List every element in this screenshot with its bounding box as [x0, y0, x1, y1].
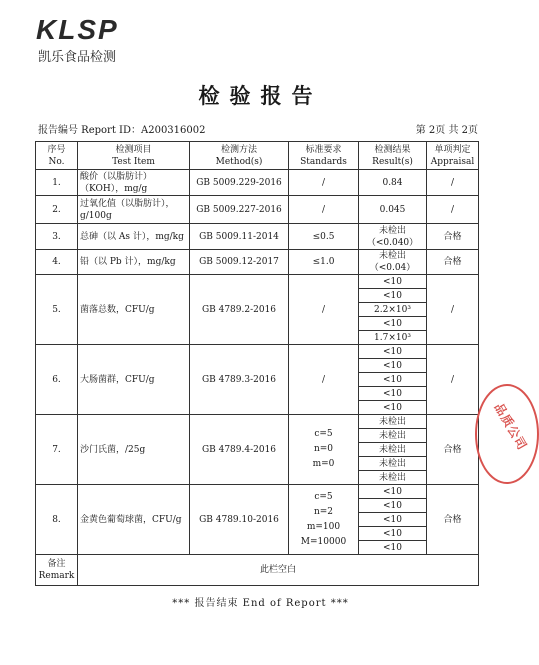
table-row	[36, 250, 479, 275]
remark-label: 备注 Remark	[36, 555, 78, 586]
header-standards: 标准要求 Standards	[289, 142, 359, 170]
row-standard: ≤1.0	[289, 250, 359, 275]
row-appraisal: 合格	[427, 485, 479, 555]
row-test-item: 酸价（以脂肪计）（KOH），mg/g	[78, 170, 190, 196]
row-no: 1.	[36, 170, 78, 196]
row-no: 5.	[36, 275, 78, 345]
row-method: GB 4789.3-2016	[190, 345, 289, 415]
table-row	[36, 196, 479, 224]
row-result: 未检出	[359, 457, 427, 471]
row-method: GB 5009.11-2014	[190, 224, 289, 250]
row-appraisal: /	[427, 196, 479, 224]
row-result: <10	[359, 485, 427, 499]
header-results: 检测结果 Result(s)	[359, 142, 427, 170]
row-no: 4.	[36, 250, 78, 275]
header-appraisal: 单项判定 Appraisal	[427, 142, 479, 170]
row-result: 0.045	[359, 196, 427, 224]
row-result: 未检出	[359, 471, 427, 485]
page-indicator: 第 2页 共 2页	[415, 125, 478, 136]
header-test-item: 检测项目 Test Item	[78, 142, 190, 170]
row-no: 8.	[36, 485, 78, 555]
row-no: 6.	[36, 345, 78, 415]
row-result: <10	[359, 359, 427, 373]
table-row	[36, 415, 479, 429]
row-no: 3.	[36, 224, 78, 250]
row-method: GB 5009.227-2016	[190, 196, 289, 224]
table-row	[36, 345, 479, 359]
row-method: GB 5009.12-2017	[190, 250, 289, 275]
row-test-item: 铅（以 Pb 计），mg/kg	[78, 250, 190, 275]
row-result: <10	[359, 527, 427, 541]
row-result: 未检出（<0.040）	[359, 224, 427, 250]
row-appraisal: 合格	[427, 224, 479, 250]
row-standard: c=5 n=0 m=0	[289, 415, 359, 485]
row-appraisal: /	[427, 275, 479, 345]
report-number: 报告编号 Report ID：A200316002	[38, 125, 206, 136]
row-test-item: 金黄色葡萄球菌，CFU/g	[78, 485, 190, 555]
row-standard: /	[289, 275, 359, 345]
row-method: GB 4789.10-2016	[190, 485, 289, 555]
row-result: 未检出	[359, 415, 427, 429]
row-standard: /	[289, 196, 359, 224]
table-header-row	[36, 142, 479, 170]
row-result: <10	[359, 373, 427, 387]
row-result: 0.84	[359, 170, 427, 196]
row-appraisal: 合格	[427, 250, 479, 275]
row-method: GB 4789.4-2016	[190, 415, 289, 485]
row-appraisal: 合格	[427, 415, 479, 485]
row-result: 未检出（<0.04）	[359, 250, 427, 275]
row-test-item: 大肠菌群，CFU/g	[78, 345, 190, 415]
remark-text: 此栏空白	[78, 555, 479, 586]
end-of-report: *** 报告结束 End of Report ***	[172, 598, 349, 609]
row-standard: c=5 n=2 m=100 M=10000	[289, 485, 359, 555]
table-row	[36, 485, 479, 499]
row-method: GB 5009.229-2016	[190, 170, 289, 196]
row-standard: ≤0.5	[289, 224, 359, 250]
table-row	[36, 224, 479, 250]
row-result: <10	[359, 513, 427, 527]
company-name: 凯乐食品检测	[38, 50, 117, 65]
row-appraisal: /	[427, 345, 479, 415]
row-test-item: 菌落总数，CFU/g	[78, 275, 190, 345]
row-result: <10	[359, 317, 427, 331]
row-result: <10	[359, 345, 427, 359]
row-result: 1.7×10³	[359, 331, 427, 345]
row-test-item: 总砷（以 As 计），mg/kg	[78, 224, 190, 250]
header-method: 检测方法 Method(s)	[190, 142, 289, 170]
row-result: <10	[359, 541, 427, 555]
row-no: 2.	[36, 196, 78, 224]
logo-mark: KLSP	[36, 14, 119, 45]
row-standard: /	[289, 345, 359, 415]
report-title: 检验报告	[198, 83, 323, 108]
row-method: GB 4789.2-2016	[190, 275, 289, 345]
row-result: <10	[359, 289, 427, 303]
remark-row	[36, 555, 479, 586]
row-no: 7.	[36, 415, 78, 485]
row-standard: /	[289, 170, 359, 196]
seal-text: 品质公司	[491, 400, 530, 453]
company-seal	[475, 384, 539, 484]
row-result: 未检出	[359, 429, 427, 443]
row-result: <10	[359, 387, 427, 401]
table-row	[36, 170, 479, 196]
row-test-item: 沙门氏菌，/25g	[78, 415, 190, 485]
row-result: 2.2×10³	[359, 303, 427, 317]
row-appraisal: /	[427, 170, 479, 196]
row-result: <10	[359, 275, 427, 289]
row-result: <10	[359, 499, 427, 513]
row-test-item: 过氧化值（以脂肪计），g/100g	[78, 196, 190, 224]
header-no: 序号 No.	[36, 142, 78, 170]
row-result: 未检出	[359, 443, 427, 457]
test-results-table	[35, 141, 479, 586]
table-row	[36, 275, 479, 289]
row-result: <10	[359, 401, 427, 415]
